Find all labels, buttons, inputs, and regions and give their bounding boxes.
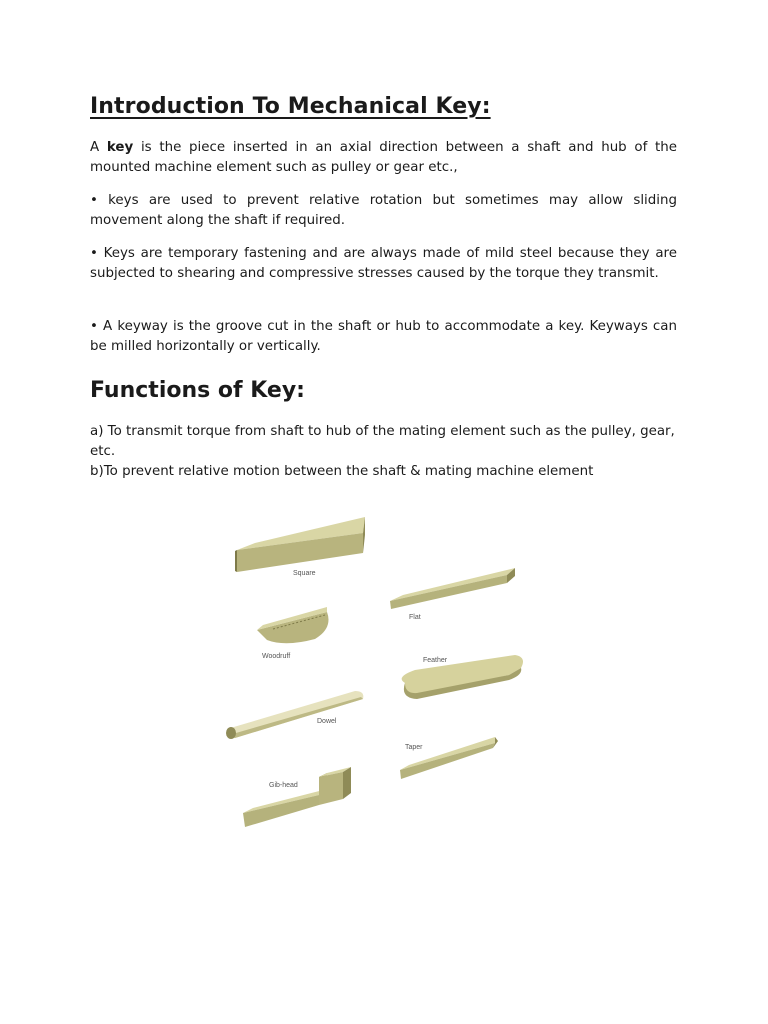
page-title: Introduction To Mechanical Key: (90, 94, 491, 119)
flat-key-illustration (390, 568, 515, 609)
functions-list (90, 422, 677, 482)
key-types-figure (215, 505, 535, 840)
intro-text: is the piece inserted in an axial direction between a shaft and hub of the mounted machine element such as pulley or gear etc., (90, 140, 677, 175)
square-label: Square (293, 570, 316, 577)
feather-label: Feather (423, 657, 448, 664)
taper-label: Taper (405, 744, 423, 751)
feather-key-illustration (402, 655, 523, 699)
flat-label: Flat (409, 614, 421, 621)
function-item: a) To transmit torque from shaft to hub of the mating element such as the pulley, gear, etc. (90, 424, 675, 459)
bullet-paragraph: • A keyway is the groove cut in the shaft or hub to accommodate a key. Keyways can be milled horizontally or vertically. (90, 319, 677, 354)
bullet-paragraph: • keys are used to prevent relative rotation but sometimes may allow sliding movement along the shaft if required. (90, 193, 677, 228)
square-key-illustration (235, 517, 365, 572)
dowel-label: Dowel (317, 718, 337, 725)
bullet-paragraph: • Keys are temporary fastening and are always made of mild steel because they are subjected to shearing and compressive stresses caused by the torque they transmit. (90, 246, 677, 281)
dowel-pin-illustration (226, 691, 363, 739)
gib-head-label: Gib-head (269, 782, 298, 789)
woodruff-label: Woodruff (262, 653, 291, 660)
functions-heading: Functions of Key: (90, 378, 305, 403)
gib-head-key-illustration (243, 767, 351, 827)
woodruff-key-illustration (257, 607, 329, 643)
intro-paragraph (90, 138, 677, 178)
function-item: b)To prevent relative motion between the shaft & mating machine element (90, 464, 594, 479)
intro-prefix: A (90, 140, 107, 155)
intro-key-word: key (106, 140, 134, 155)
